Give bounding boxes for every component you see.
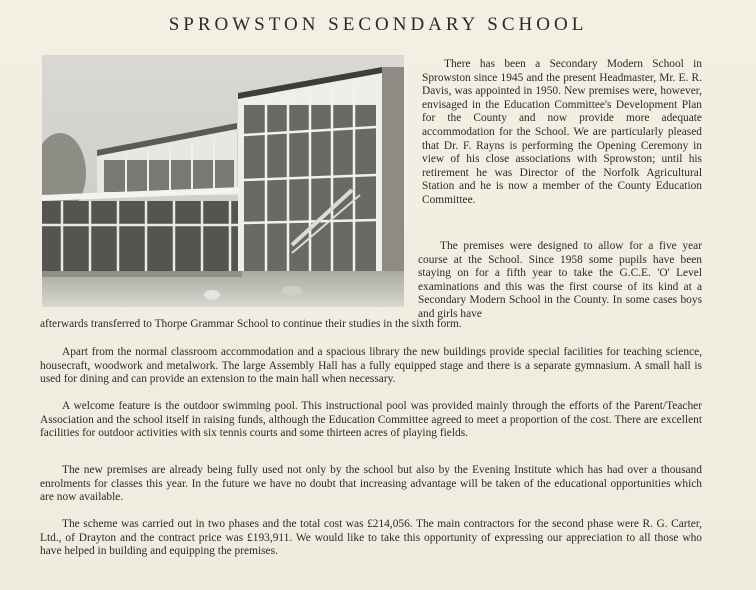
premises-paragraph-continuation: afterwards transferred to Thorpe Grammar School to continue their studies in the sixth form. bbox=[40, 318, 462, 330]
cost-paragraph: The scheme was carried out in two phases and the total cost was £214,056. The main contractors for the second phase were R. G. Carter, Ltd., of Drayton and the contract price was £193,911. We would like to take this opportunity of expressing our appreciation to all those who have helped in building and equipping the premises. bbox=[40, 518, 702, 558]
page-title: SPROWSTON SECONDARY SCHOOL bbox=[168, 14, 588, 35]
facilities-paragraph: Apart from the normal classroom accommodation and a spacious library the new buildings provide special facilities for teaching science, housecraft, woodwork and metalwork. The large Assembly Hall has a fully equipped stage and there is a separate gymnasium. A small hall is used for dining and can provide an extension to the main hall when necessary. bbox=[40, 346, 702, 386]
building-illustration bbox=[42, 55, 404, 307]
premises-paragraph: The premises were designed to allow for a five year course at the School. Since 1958 some pupils have been staying on for a fifth year to take the G.C.E. 'O' Level examinations and this was the first course of its kind at a Secondary Modern School in the County. In some cases boys and girls have bbox=[418, 240, 702, 320]
evening-institute-paragraph: The new premises are already being fully used not only by the school but also by the Evening Institute which has had over a thousand enrolments for classes this year. In the future we have no doubt that increasing advantage will be taken of the educational opportunities which are now available. bbox=[40, 464, 702, 504]
school-building-photo bbox=[42, 55, 404, 307]
intro-paragraph: There has been a Secondary Modern School in Sprowston since 1945 and the present Headmaster, Mr. E. R. Davis, was appointed in 1950. New premises were, however, envisaged in the Education Committee's Development Plan for the County and now provide more adequate accommodation for the School. We are particularly pleased that Dr. F. Rayns is performing the Opening Ceremony in view of his close associations with Sprowston; until his retirement he was Director of the Norfolk Agricultural Station and he is now a member of the County Education Committee. bbox=[422, 58, 702, 206]
swimming-pool-paragraph: A welcome feature is the outdoor swimming pool. This instructional pool was provided mainly through the efforts of the Parent/Teacher Association and the school itself in raising funds, although the Education Committee agreed to meet a proportion of the cost. There are excellent facilities for outdoor activities with six tennis courts and some thirteen acres of playing fields. bbox=[40, 400, 702, 440]
